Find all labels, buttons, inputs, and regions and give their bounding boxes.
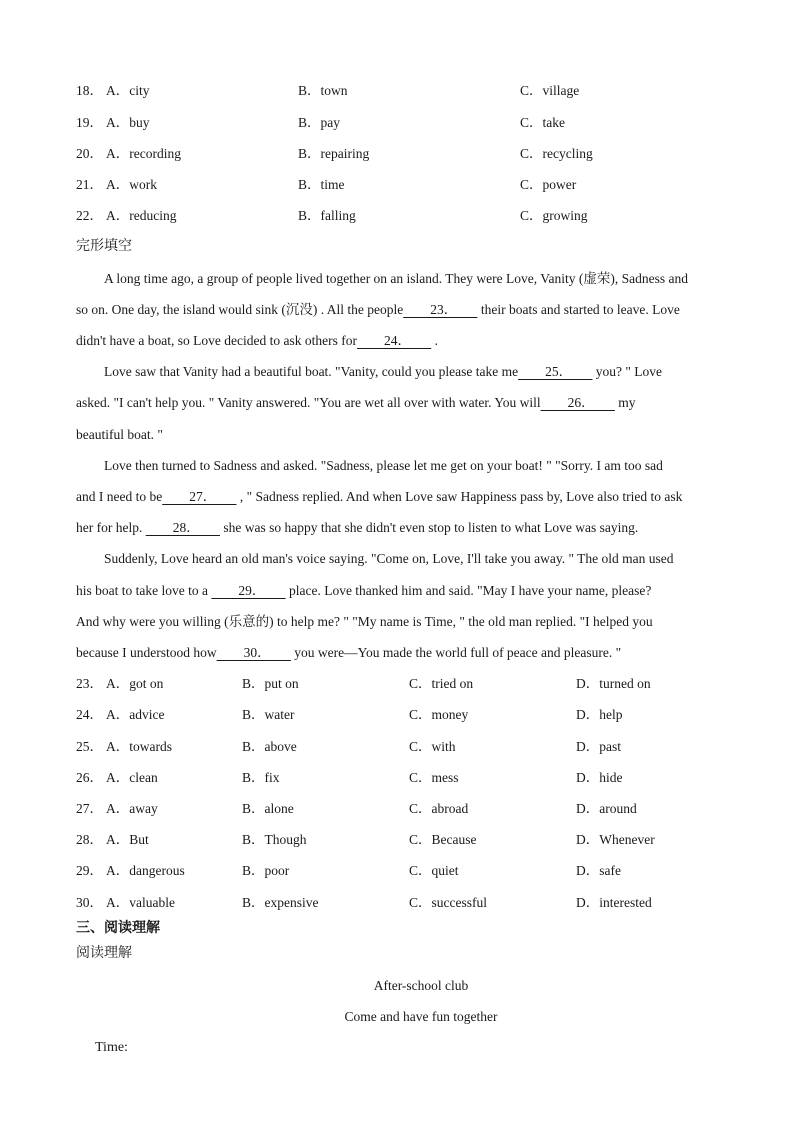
option-b: B．Though [242, 832, 307, 847]
option-b: B．above [242, 739, 297, 754]
question-number: 19． [76, 115, 103, 130]
passage-text: their boats and started to leave. Love [477, 302, 680, 317]
option-a: A．buy [106, 115, 150, 130]
option-c: C．tried on [409, 676, 474, 691]
blank-28: 28． [145, 520, 220, 535]
passage-line: Suddenly, Love heard an old man's voice saying. "Come on, Love, I'll take you away. " The old man used [104, 551, 674, 566]
option-a: A．got on [106, 676, 164, 691]
passage-line [76, 580, 742, 602]
question-number: 29． [76, 863, 103, 878]
blank-24: 24． [356, 333, 432, 348]
option-d: D．hide [576, 770, 623, 785]
option-c: C．money [409, 707, 469, 722]
option-c: C．quiet [409, 863, 459, 878]
passage-text: because I understood how [76, 645, 217, 660]
option-a: A．towards [106, 739, 172, 754]
passage-text: my [614, 395, 636, 410]
option-c: C．power [520, 177, 577, 192]
passage-text: , " Sadness replied. And when Love saw Happiness pass by, Love also tried to ask [236, 489, 683, 504]
option-c: C．Because [409, 832, 477, 847]
option-c: C．take [520, 115, 565, 130]
option-a: A．valuable [106, 895, 175, 910]
blank-30: 30． [216, 645, 291, 660]
option-d: D．past [576, 739, 621, 754]
option-c: C．with [409, 739, 456, 754]
option-a: A．clean [106, 770, 158, 785]
option-b: B．put on [242, 676, 299, 691]
question-number: 24． [76, 707, 103, 722]
time-label: Time: [95, 1040, 128, 1055]
option-b: B．water [242, 707, 295, 722]
passage-line [76, 517, 742, 539]
passage-text: Love saw that Vanity had a beautiful boat. "Vanity, could you please take me [104, 364, 519, 379]
reading-label: 阅读理解 [76, 946, 132, 961]
blank-27: 27． [162, 489, 237, 504]
option-c: C．village [520, 83, 580, 98]
passage-text: and I need to be [76, 489, 163, 504]
club-subtitle: Come and have fun together [344, 1009, 498, 1024]
option-a: A．advice [106, 707, 165, 722]
passage-line [76, 299, 742, 321]
passage-text: didn't have a boat, so Love decided to ask others for [76, 333, 357, 348]
passage-text: so on. One day, the island would sink (沉没) . All the people [76, 302, 404, 317]
passage-text: . [431, 333, 438, 348]
option-a: A．recording [106, 146, 181, 161]
option-c: C．growing [520, 208, 588, 223]
blank-26: 26． [540, 395, 615, 410]
passage-line [76, 486, 742, 508]
option-d: D．around [576, 801, 637, 816]
blank-23: 23． [403, 302, 478, 317]
passage-text: you? " Love [592, 364, 663, 379]
option-d: D．interested [576, 895, 652, 910]
passage-text: you were—You made the world full of peace and pleasure. " [290, 645, 622, 660]
question-number: 18． [76, 83, 103, 98]
option-b: B．time [298, 177, 345, 192]
option-b: B．repairing [298, 146, 370, 161]
question-number: 22． [76, 208, 103, 223]
question-number: 30． [76, 895, 103, 910]
option-a: A．city [106, 83, 150, 98]
option-b: B．falling [298, 208, 356, 223]
option-c: C．abroad [409, 801, 469, 816]
option-d: D．Whenever [576, 832, 655, 847]
option-b: B．fix [242, 770, 280, 785]
blank-29: 29． [211, 583, 286, 598]
question-number: 20． [76, 146, 103, 161]
option-c: C．mess [409, 770, 459, 785]
passage-text: she was so happy that she didn't even stop to listen to what Love was saying. [219, 520, 639, 535]
option-d: D．help [576, 707, 623, 722]
passage-line: A long time ago, a group of people lived together on an island. They were Love, Vanity (虚荣), Sadness and [104, 271, 688, 286]
passage-line [76, 361, 742, 383]
cloze-title: 完形填空 [76, 239, 132, 254]
passage-line: beautiful boat. " [76, 427, 163, 442]
option-b: B．alone [242, 801, 294, 816]
passage-text: his boat to take love to a [76, 583, 212, 598]
passage-line: Love then turned to Sadness and asked. "Sadness, please let me get on your boat! " "Sorry. I am too sad [104, 458, 663, 473]
passage-line [76, 642, 742, 664]
option-a: A．But [106, 832, 149, 847]
passage-line [76, 330, 742, 352]
option-b: B．expensive [242, 895, 319, 910]
passage-line [76, 392, 742, 414]
option-c: C．recycling [520, 146, 593, 161]
option-b: B．pay [298, 115, 340, 130]
question-number: 23． [76, 676, 103, 691]
question-number: 25． [76, 739, 103, 754]
option-d: D．safe [576, 863, 621, 878]
club-title: After-school club [373, 978, 469, 993]
passage-line: And why were you willing (乐意的) to help me? " "My name is Time, " the old man replied. "I helped you [76, 614, 653, 629]
option-d: D．turned on [576, 676, 651, 691]
section-heading: 三、阅读理解 [76, 920, 160, 936]
question-number: 27． [76, 801, 103, 816]
option-b: B．poor [242, 863, 290, 878]
passage-text: her for help. [76, 520, 146, 535]
option-a: A．reducing [106, 208, 177, 223]
passage-text: asked. "I can't help you. " Vanity answered. "You are wet all over with water. You will [76, 395, 541, 410]
option-b: B．town [298, 83, 348, 98]
question-number: 26． [76, 770, 103, 785]
option-a: A．away [106, 801, 158, 816]
question-number: 28． [76, 832, 103, 847]
blank-25: 25． [518, 364, 593, 379]
option-a: A．work [106, 177, 157, 192]
option-a: A．dangerous [106, 863, 185, 878]
question-number: 21． [76, 177, 103, 192]
passage-text: place. Love thanked him and said. "May I have your name, please? [285, 583, 652, 598]
option-c: C．successful [409, 895, 487, 910]
